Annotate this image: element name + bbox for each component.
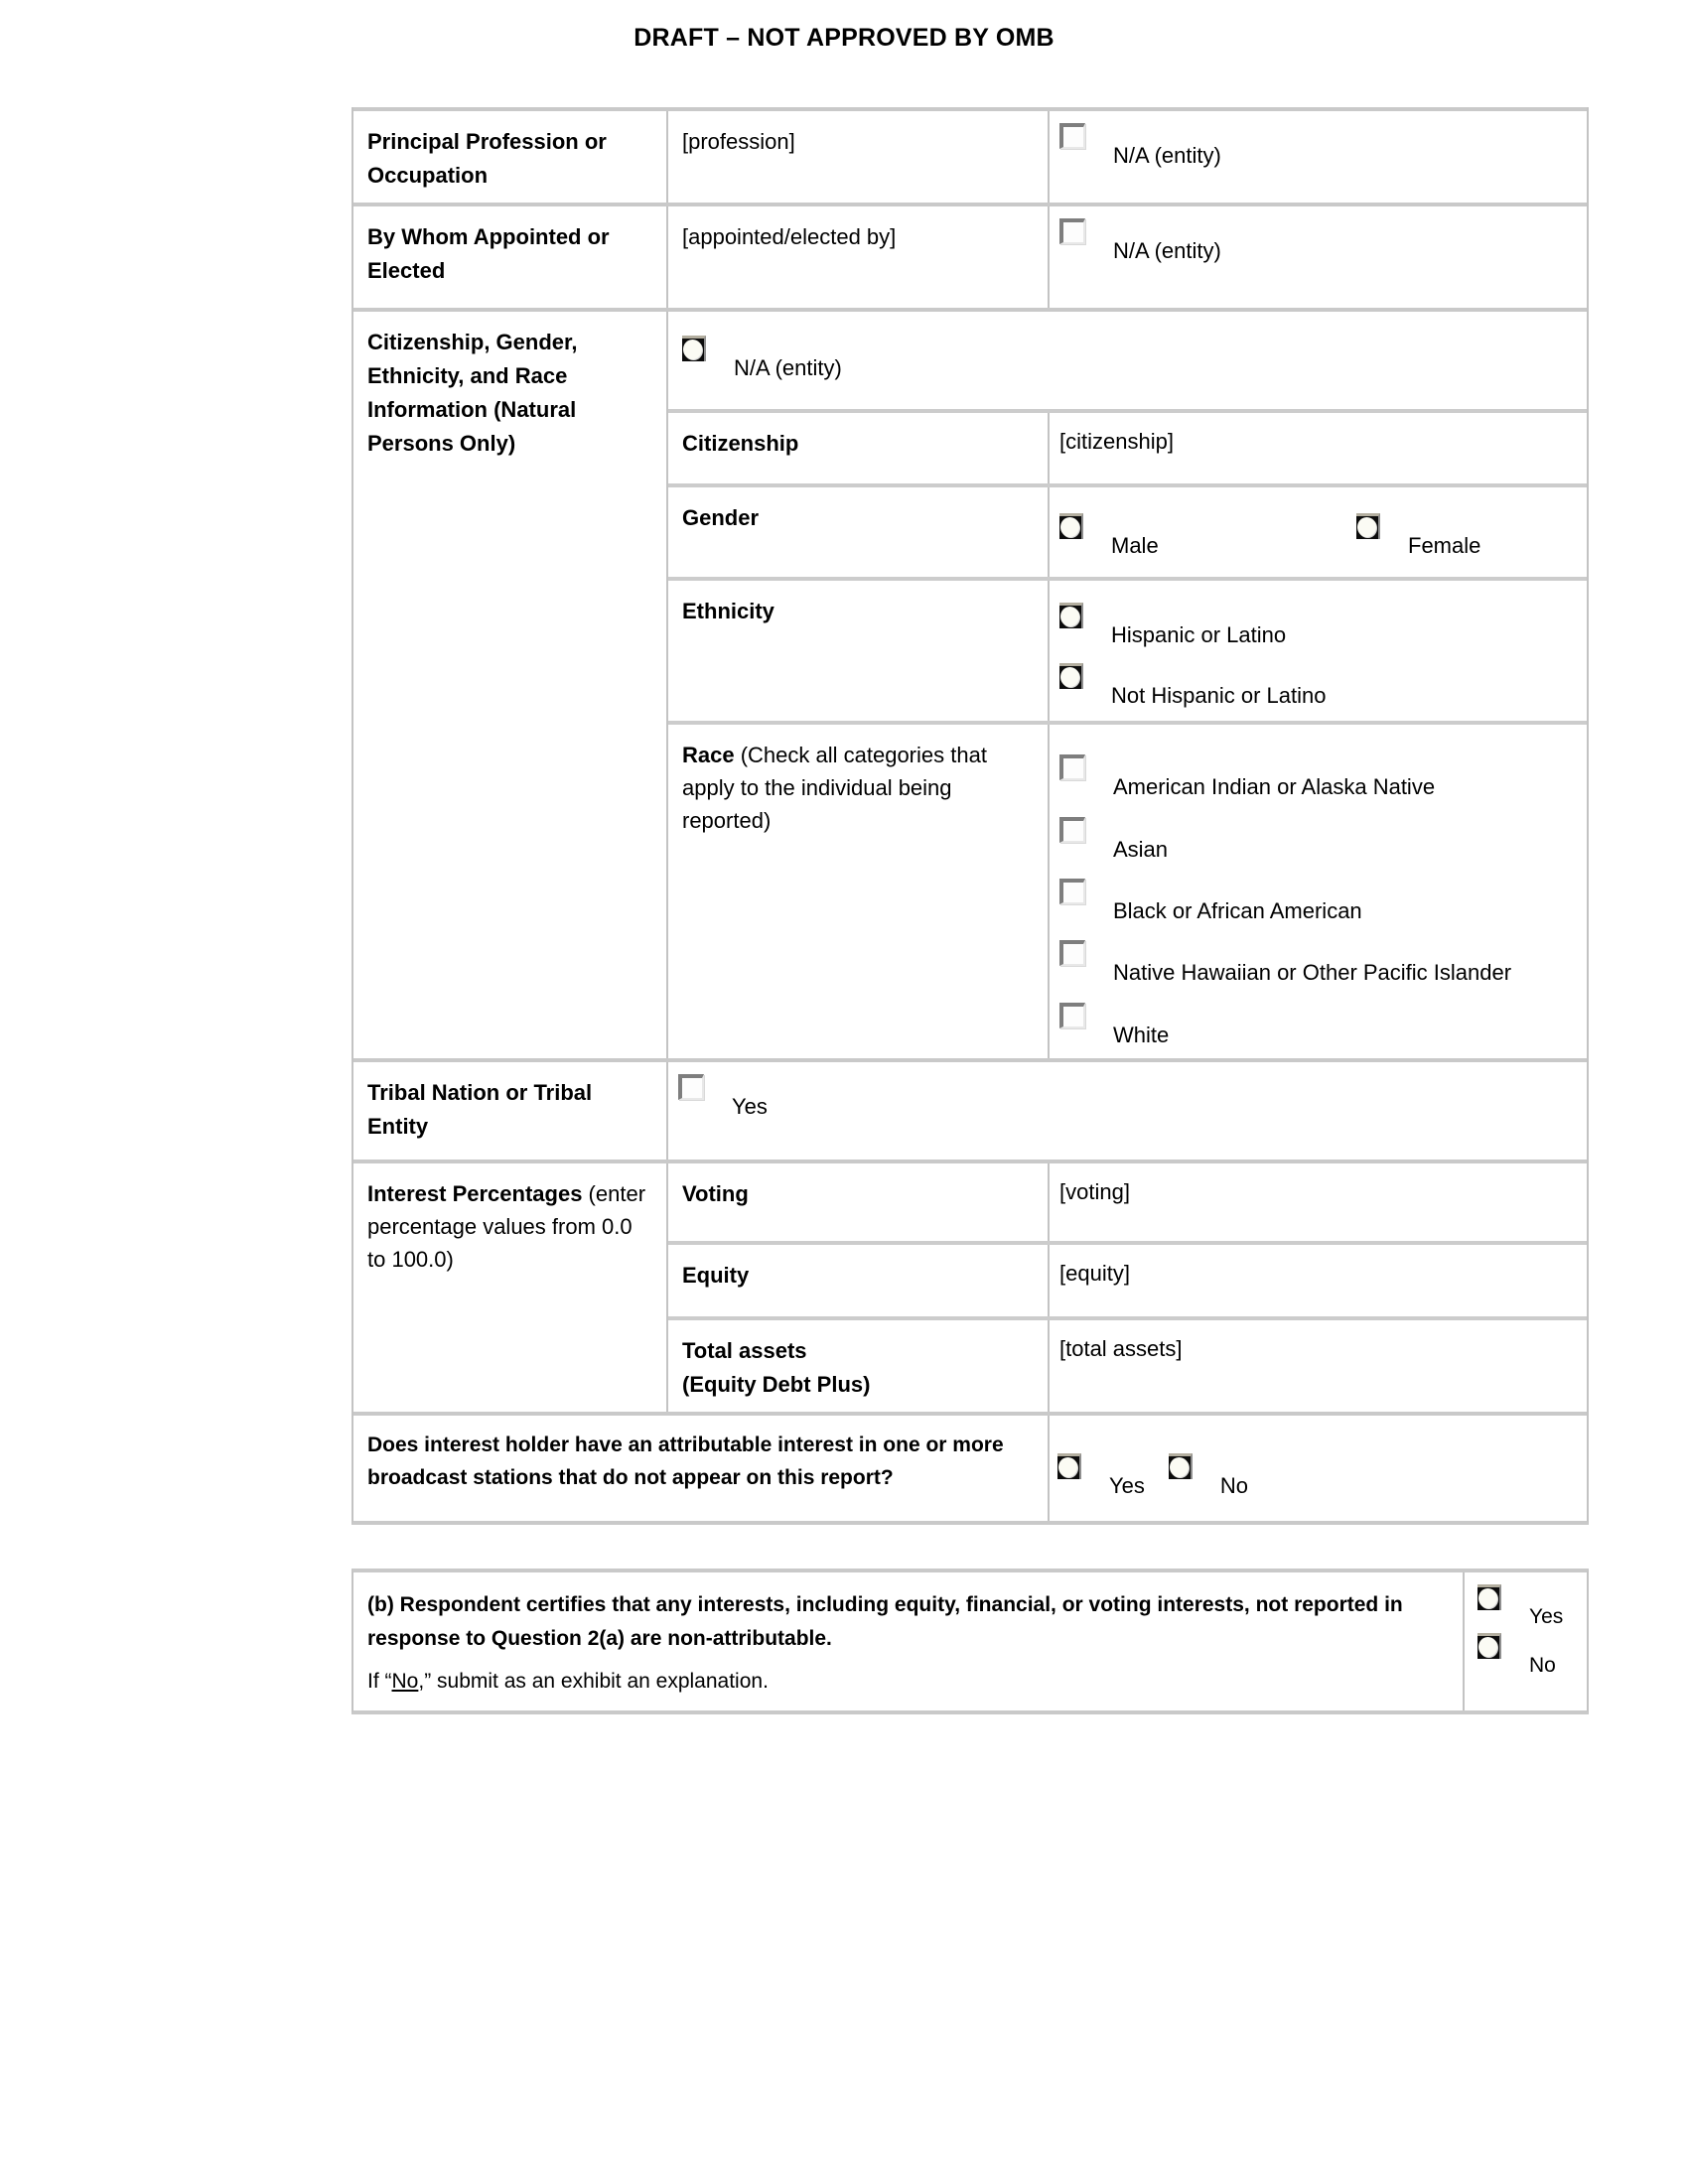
race-label (668, 725, 1048, 1058)
profession-na-option (1059, 123, 1577, 169)
demographics-label: Citizenship, Gender, Ethnicity, and Race Information (Natural Persons Only) (367, 330, 578, 457)
subrow-gender (668, 483, 1587, 577)
subrow-race (668, 721, 1587, 1058)
table-row-appointed (353, 203, 1587, 308)
gender-female-label: Female (1408, 533, 1481, 559)
certification-no-radio[interactable] (1477, 1633, 1501, 1659)
note-prefix: If “ (367, 1670, 392, 1694)
equity-label: Equity (682, 1263, 750, 1289)
ethnicity-hispanic-radio[interactable] (1059, 603, 1083, 628)
interest-subtable (666, 1163, 1587, 1412)
profession-na-label: N/A (entity) (1113, 143, 1221, 168)
race-black-label: Black or African American (1113, 897, 1362, 923)
appointed-label: By Whom Appointed or Elected (367, 224, 610, 284)
demographics-subtable (666, 312, 1587, 1058)
tribal-yes-checkbox[interactable] (678, 1074, 704, 1100)
total-assets-label (668, 1320, 1048, 1412)
certification-statement: (b) Respondent certifies that any interests, including equity, financial, or voting interests, not reported in response to Question 2(a) are non-attributable. (367, 1593, 1403, 1650)
ownership-info-table (352, 107, 1589, 1525)
subrow-citizenship (668, 409, 1587, 483)
interest-label (353, 1163, 666, 1412)
race-black-checkbox[interactable] (1059, 879, 1085, 904)
table-row-profession (353, 107, 1587, 203)
page-title: DRAFT – NOT APPROVED BY OMB (633, 24, 1055, 52)
total-assets-label-line1: Total assets (682, 1338, 807, 1364)
race-american-indian-label: American Indian or Alaska Native (1113, 774, 1436, 800)
interest-label-rest: (enter percentage values from 0.0 to 100.0) (367, 1181, 646, 1273)
ethnicity-label: Ethnicity (682, 599, 774, 624)
race-asian-label: Asian (1113, 836, 1169, 862)
gender-female-option (1356, 513, 1480, 567)
certification-yes-radio[interactable] (1477, 1584, 1501, 1610)
certification-box (352, 1569, 1589, 1714)
certification-note (367, 1667, 1437, 1696)
race-american-indian-option (1059, 754, 1577, 800)
ethnicity-not-hispanic-radio[interactable] (1059, 663, 1083, 689)
gender-label: Gender (682, 505, 760, 531)
race-american-indian-checkbox[interactable] (1059, 754, 1085, 780)
appointed-na-label: N/A (entity) (1113, 238, 1221, 264)
race-black-option (1059, 879, 1577, 924)
table-row-interest (353, 1160, 1587, 1412)
interest-label-bold: Interest Percentages (367, 1181, 583, 1207)
subrow-total-assets (668, 1316, 1587, 1412)
certification-no-label: No (1529, 1654, 1556, 1678)
total-assets-label-line2: (Equity Debt Plus) (682, 1372, 871, 1398)
ethnicity-hispanic-label: Hispanic or Latino (1111, 622, 1287, 648)
profession-na-checkbox[interactable] (1059, 123, 1085, 149)
race-native-hawaiian-label: Native Hawaiian or Other Pacific Islander (1113, 960, 1512, 986)
citizenship-label: Citizenship (682, 431, 799, 457)
ethnicity-not-hispanic-label: Not Hispanic or Latino (1111, 682, 1327, 708)
gender-female-radio[interactable] (1356, 513, 1380, 539)
equity-value: [equity] (1048, 1245, 1587, 1316)
gender-male-radio[interactable] (1059, 513, 1083, 539)
race-native-hawaiian-checkbox[interactable] (1059, 940, 1085, 966)
table-row-attributable (353, 1412, 1587, 1521)
attributable-yes-option (1057, 1453, 1145, 1499)
demographics-na-radio[interactable] (682, 336, 706, 361)
appointed-na-option (1059, 218, 1577, 264)
note-suffix: ,” submit as an exhibit an explanation. (418, 1670, 769, 1694)
subrow-equity (668, 1241, 1587, 1316)
tribal-yes-label: Yes (732, 1094, 768, 1120)
demographics-na-option (682, 336, 1577, 381)
ethnicity-hispanic-option (1059, 603, 1577, 648)
certification-no-option (1477, 1633, 1587, 1678)
race-white-option (1059, 1003, 1577, 1048)
race-native-hawaiian-option (1059, 940, 1577, 986)
attributable-no-radio[interactable] (1169, 1453, 1193, 1479)
race-white-label: White (1113, 1022, 1170, 1047)
certification-options (1463, 1572, 1587, 1710)
race-asian-option (1059, 817, 1577, 863)
subrow-ethnicity (668, 577, 1587, 721)
ethnicity-not-hispanic-option (1059, 663, 1577, 709)
note-underlined-no: No (391, 1670, 419, 1694)
citizenship-value: [citizenship] (1048, 413, 1587, 483)
attributable-no-option (1169, 1453, 1248, 1499)
subrow-voting (668, 1163, 1587, 1241)
tribal-label: Tribal Nation or Tribal Entity (367, 1080, 593, 1140)
race-label-rest: (Check all categories that apply to the individual being reported) (682, 743, 987, 834)
race-asian-checkbox[interactable] (1059, 817, 1085, 843)
attributable-yes-label: Yes (1109, 1473, 1145, 1499)
attributable-no-label: No (1219, 1473, 1249, 1499)
profession-label: Principal Profession or Occupation (367, 129, 607, 189)
demographics-na-label: N/A (entity) (734, 355, 842, 381)
table-row-demographics (353, 308, 1587, 1058)
tribal-yes-option (678, 1074, 1577, 1120)
subrow-demographics-na (668, 312, 1587, 409)
gender-male-option (1059, 513, 1356, 567)
appointed-na-checkbox[interactable] (1059, 218, 1085, 244)
gender-male-label: Male (1111, 533, 1159, 559)
certification-yes-label: Yes (1529, 1605, 1564, 1628)
appointed-value: [appointed/elected by] (666, 206, 1048, 308)
profession-value: [profession] (666, 111, 1048, 203)
race-white-checkbox[interactable] (1059, 1003, 1085, 1028)
voting-value: [voting] (1048, 1163, 1587, 1241)
table-row-tribal (353, 1058, 1587, 1160)
certification-yes-option (1477, 1584, 1587, 1629)
voting-label: Voting (682, 1181, 749, 1207)
attributable-yes-radio[interactable] (1057, 1453, 1081, 1479)
race-label-bold: Race (682, 743, 735, 768)
attributable-question: Does interest holder have an attributable interest in one or more broadcast stations that do not appear on this report? (367, 1433, 1004, 1489)
total-assets-value: [total assets] (1048, 1320, 1587, 1412)
